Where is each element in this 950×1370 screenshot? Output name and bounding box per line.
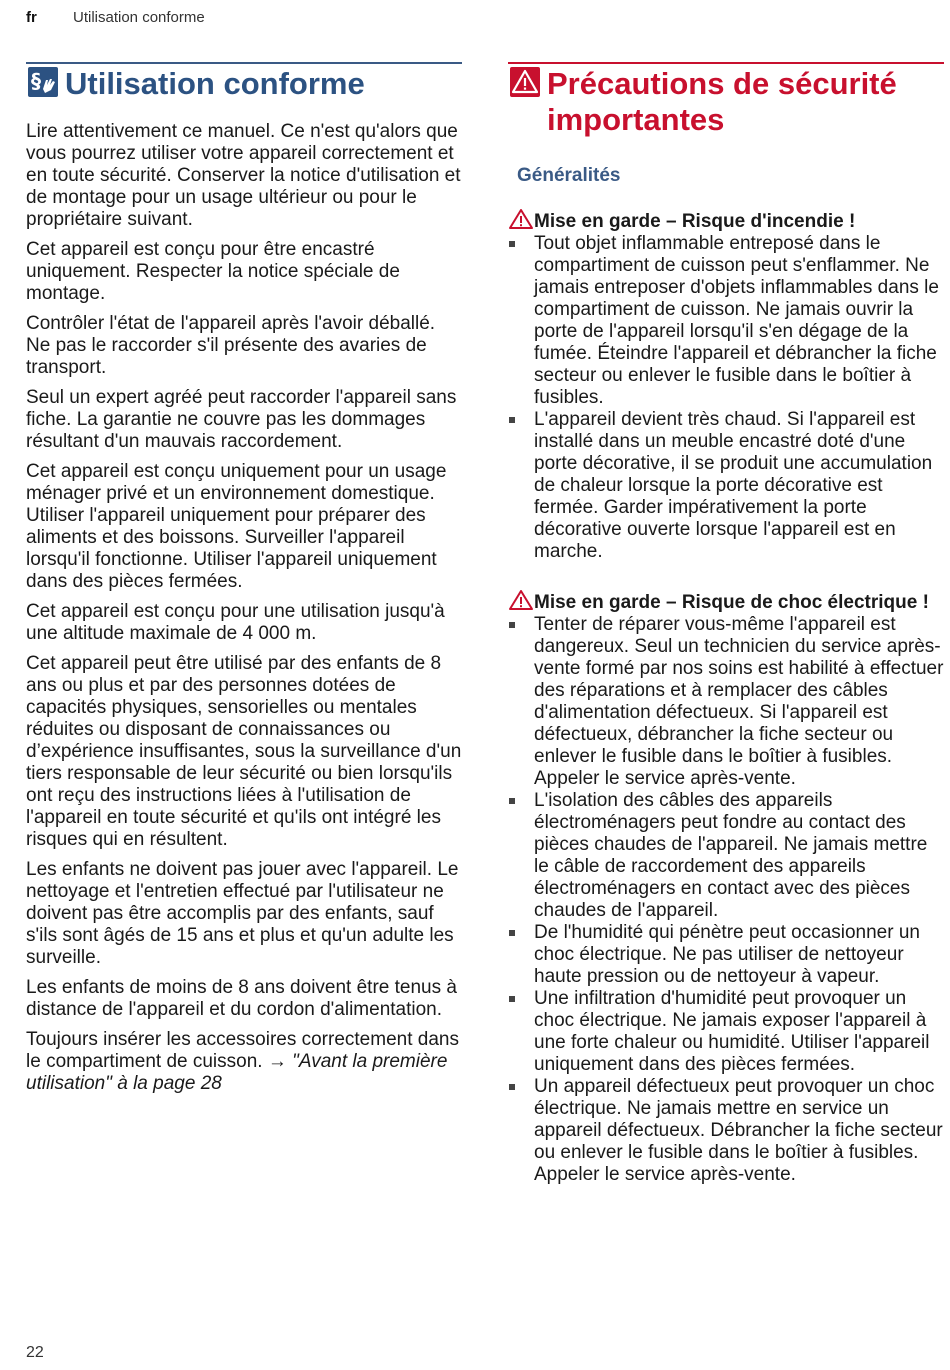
list-item-text: L'appareil devient très chaud. Si l'appareil est installé dans un meuble encastré doté d'une porte décorative, il se produit une accumulation de chaleur lorsque la porte décorative est fermée. Garder impérativement la porte décorative ouverte lorsque l'appareil est en marche.: [534, 409, 933, 562]
warning-triangle-icon: [508, 208, 534, 230]
svg-text:§: §: [31, 69, 41, 93]
page-title: Utilisation conforme: [65, 66, 365, 101]
left-column: [26, 62, 462, 1103]
bullet-square-icon: [509, 417, 515, 423]
paragraph: Cet appareil est conçu pour être encastré uniquement. Respecter la notice spéciale de montage.: [26, 239, 400, 304]
paragraph: Contrôler l'état de l'appareil après l'avoir déballé. Ne pas le raccorder s'il présente des avaries de transport.: [26, 313, 436, 378]
list-item-text: Tenter de réparer vous-même l'appareil est dangereux. Seul un technicien du service après-vente formé par nos soins est habilité à effectuer des réparations et à remplacer des câbles d'alimentation défectueux. Si l'appareil est défectueux, débrancher la fiche secteur ou enlever le fusible dans le boîtier à fusibles. Appeler le service après-vente.: [534, 614, 944, 789]
reference-arrow-icon: →: [267, 1051, 287, 1072]
warning-list-electric: [508, 614, 944, 1186]
paragraph: Cet appareil peut être utilisé par des enfants de 8 ans ou plus et par des personnes dotées de capacités physiques, sensorielles ou mentales réduites ou disposant de connaissances ou d’expérience insuffisantes, sous la surveillance d'un tiers responsable de leur sécurité ou bien lorsqu'ils ont reçu des instructions liées à l'utilisation de l'appareil en toute sécurité et qu'ils ont intégré les risques qui en résultent.: [26, 653, 462, 850]
list-item: [508, 1076, 944, 1186]
language-code: fr: [26, 9, 37, 26]
paragraph-with-reference: [26, 1029, 462, 1095]
list-item-text: De l'humidité qui pénètre peut occasionner un choc électrique. Ne pas utiliser de nettoyeur haute pression ou de nettoyeur à vapeur.: [534, 922, 920, 987]
paragraph-hand-icon: [28, 67, 58, 97]
list-item: [508, 409, 944, 563]
paragraph: Lire attentivement ce manuel. Ce n'est qu'alors que vous pourrez utiliser votre appareil correctement et en toute sécurité. Conserver la notice d'utilisation et de montage pour un usage ultérieur ou pour le propriétaire suivant.: [26, 121, 461, 230]
warning-heading-electric: [508, 589, 944, 614]
bullet-square-icon: [509, 622, 515, 628]
left-body: [26, 121, 462, 1095]
paragraph: Les enfants de moins de 8 ans doivent être tenus à distance de l'appareil et du cordon d'alimentation.: [26, 977, 457, 1020]
header-title: Utilisation conforme: [73, 9, 205, 26]
bullet-square-icon: [509, 1084, 515, 1090]
page-header: [26, 9, 205, 26]
list-item: [508, 790, 944, 922]
list-item: [508, 614, 944, 790]
section-heading: Précautions de sécurité importantes: [547, 66, 897, 137]
paragraph: Cet appareil est conçu pour une utilisation jusqu'à une altitude maximale de 4 000 m.: [26, 601, 445, 644]
page-number: 22: [26, 1344, 44, 1361]
list-item-text: Un appareil défectueux peut provoquer un choc électrique. Ne jamais mettre en service un appareil défectueux. Débrancher la fiche secteur ou enlever le fusible dans le boîtier à fusibles. Appeler le service après-vente.: [534, 1076, 943, 1185]
list-item: [508, 988, 944, 1076]
list-item-text: Tout objet inflammable entreposé dans le compartiment de cuisson peut s'enflammer. Ne jamais entreposer d'objets inflammables dans le compartiment de cuisson. Ne jamais ouvrir la porte de l'appareil lorsqu'il s'en dégage de la fumée. Éteindre l'appareil et débrancher la fiche secteur ou enlever le fusible dans le boîtier à fusibles.: [534, 233, 939, 408]
section-title-right: [508, 62, 944, 138]
right-column: [508, 62, 944, 1186]
bullet-square-icon: [509, 930, 515, 936]
section-title-left: [26, 62, 462, 102]
warning-heading-text: Mise en garde – Risque d'incendie !: [534, 211, 856, 232]
bullet-square-icon: [509, 798, 515, 804]
paragraph-text: Toujours insérer les accessoires correctement dans le compartiment de cuisson.: [26, 1029, 459, 1072]
list-item: [508, 922, 944, 988]
bullet-square-icon: [509, 996, 515, 1002]
subsection-title: Généralités: [517, 165, 621, 186]
warning-triangle-icon: [508, 589, 534, 611]
warning-triangle-icon: [510, 67, 540, 97]
paragraph: Les enfants ne doivent pas jouer avec l'appareil. Le nettoyage et l'entretien effectué par l'utilisateur ne doivent pas être accomplis par des enfants, sauf s'ils sont âgés de 15 ans et plus et qu'un adulte les surveille.: [26, 859, 459, 968]
paragraph: Cet appareil est conçu uniquement pour un usage ménager privé et un environnement domestique. Utiliser l'appareil uniquement pour préparer des aliments et des boissons. Surveiller l'appareil lorsqu'il fonctionne. Utiliser l'appareil uniquement dans des pièces fermées.: [26, 461, 447, 592]
page-reference-link[interactable]: "Avant la première utilisation" à la page 28: [26, 1051, 448, 1094]
list-item: [508, 233, 944, 409]
list-item-text: Une infiltration d'humidité peut provoquer un choc électrique. Ne jamais exposer l'appareil à une forte chaleur ou humidité. Utiliser l'appareil uniquement dans des pièces fermées.: [534, 988, 930, 1075]
list-item-text: L'isolation des câbles des appareils électroménagers peut fondre au contact des pièces chaudes de l'appareil. Ne jamais mettre le câble de raccordement des appareils électroménagers en contact avec des pièces chaudes de l'appareil.: [534, 790, 928, 921]
paragraph: Seul un expert agréé peut raccorder l'appareil sans fiche. La garantie ne couvre pas les dommages résultant d'un mauvais raccordement.: [26, 387, 457, 452]
warning-heading-fire: [508, 208, 944, 233]
bullet-square-icon: [509, 241, 515, 247]
warning-list-fire: [508, 233, 944, 563]
warning-heading-text: Mise en garde – Risque de choc électrique !: [534, 592, 929, 613]
